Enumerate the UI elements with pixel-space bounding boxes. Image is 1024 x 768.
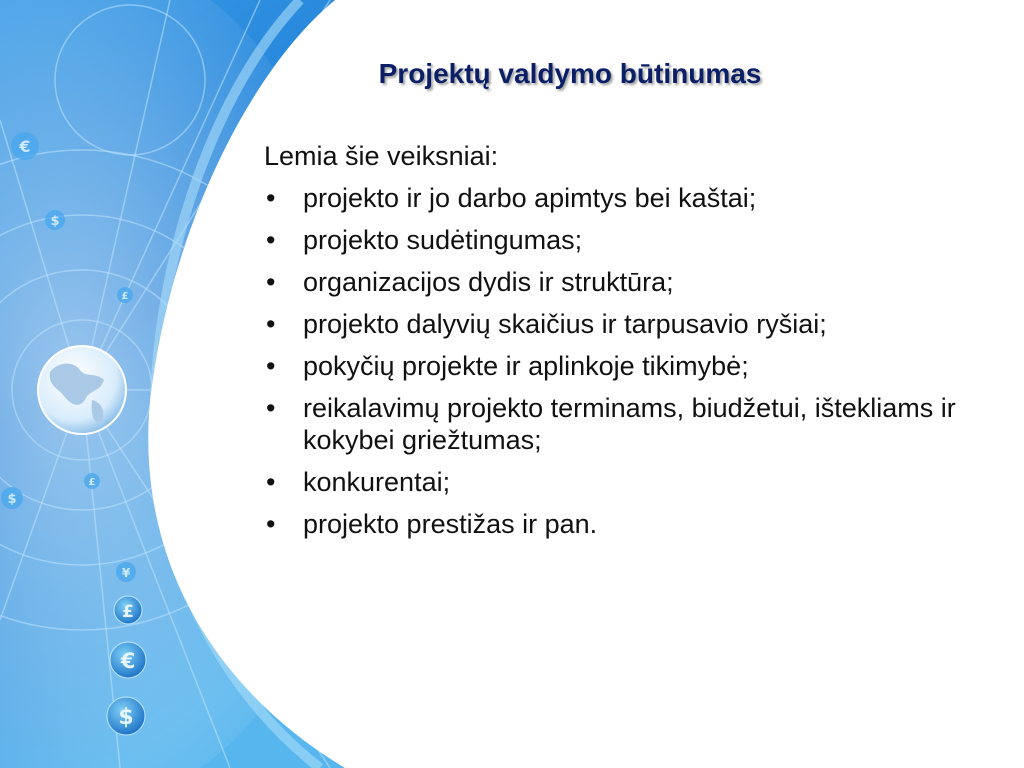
bullet-text: reikalavimų projekto terminams, biudžetui, ištekliams ir kokybei griežtumas;: [303, 393, 956, 455]
bullet-item: [264, 466, 984, 498]
intro-text: Lemia šie veiksniai:: [264, 141, 499, 171]
bullet-text: projekto dalyvių skaičius ir tarpusavio ryšiai;: [303, 309, 827, 339]
pound-icon: [114, 596, 142, 624]
svg-text:€: €: [19, 137, 31, 156]
bullet-text: pokyčių projekte ir aplinkoje tikimybė;: [303, 351, 749, 381]
slide-body: [264, 140, 984, 550]
bullet-glyph: •: [266, 393, 276, 423]
dollar-icon: [1, 487, 23, 509]
bullet-glyph: •: [266, 509, 276, 539]
bullet-glyph: •: [266, 467, 276, 497]
bullet-text: projekto prestižas ir pan.: [303, 509, 598, 539]
slide-title: Projektų valdymo būtinumas: [378, 58, 762, 89]
bullet-text: projekto sudėtingumas;: [303, 225, 583, 255]
bullet-text: konkurentai;: [303, 467, 451, 497]
svg-text:$: $: [50, 214, 60, 229]
svg-text:$: $: [7, 492, 17, 507]
bullet-text: organizacijos dydis ir struktūra;: [303, 267, 674, 297]
bullet-glyph: •: [266, 267, 276, 297]
svg-text:£: £: [88, 477, 96, 488]
pound-icon: [84, 473, 100, 489]
bullet-glyph: •: [266, 183, 276, 213]
bullet-glyph: •: [266, 351, 276, 381]
dollar-icon: [45, 210, 65, 230]
bullet-item: [264, 224, 984, 256]
bullet-text: projekto ir jo darbo apimtys bei kaštai;: [303, 183, 757, 213]
euro-icon: [11, 132, 39, 160]
bullet-item: [264, 508, 984, 540]
bullet-item: [264, 182, 984, 214]
pound-icon: [117, 287, 133, 303]
bullet-glyph: •: [266, 309, 276, 339]
svg-text:¥: ¥: [121, 566, 131, 580]
bullet-item: [264, 392, 984, 456]
yen-icon: [116, 562, 136, 582]
bullet-glyph: •: [266, 225, 276, 255]
svg-text:£: £: [122, 602, 134, 622]
bullet-item: [264, 266, 984, 298]
svg-text:€: €: [120, 649, 136, 673]
dollar-icon: [107, 697, 145, 735]
svg-text:$: $: [118, 705, 134, 730]
bullet-item: [264, 350, 984, 382]
globe-icon: [38, 346, 126, 434]
bullet-list: [264, 182, 984, 540]
bullet-item: [264, 308, 984, 340]
svg-text:£: £: [121, 291, 129, 302]
euro-icon: [110, 642, 146, 678]
